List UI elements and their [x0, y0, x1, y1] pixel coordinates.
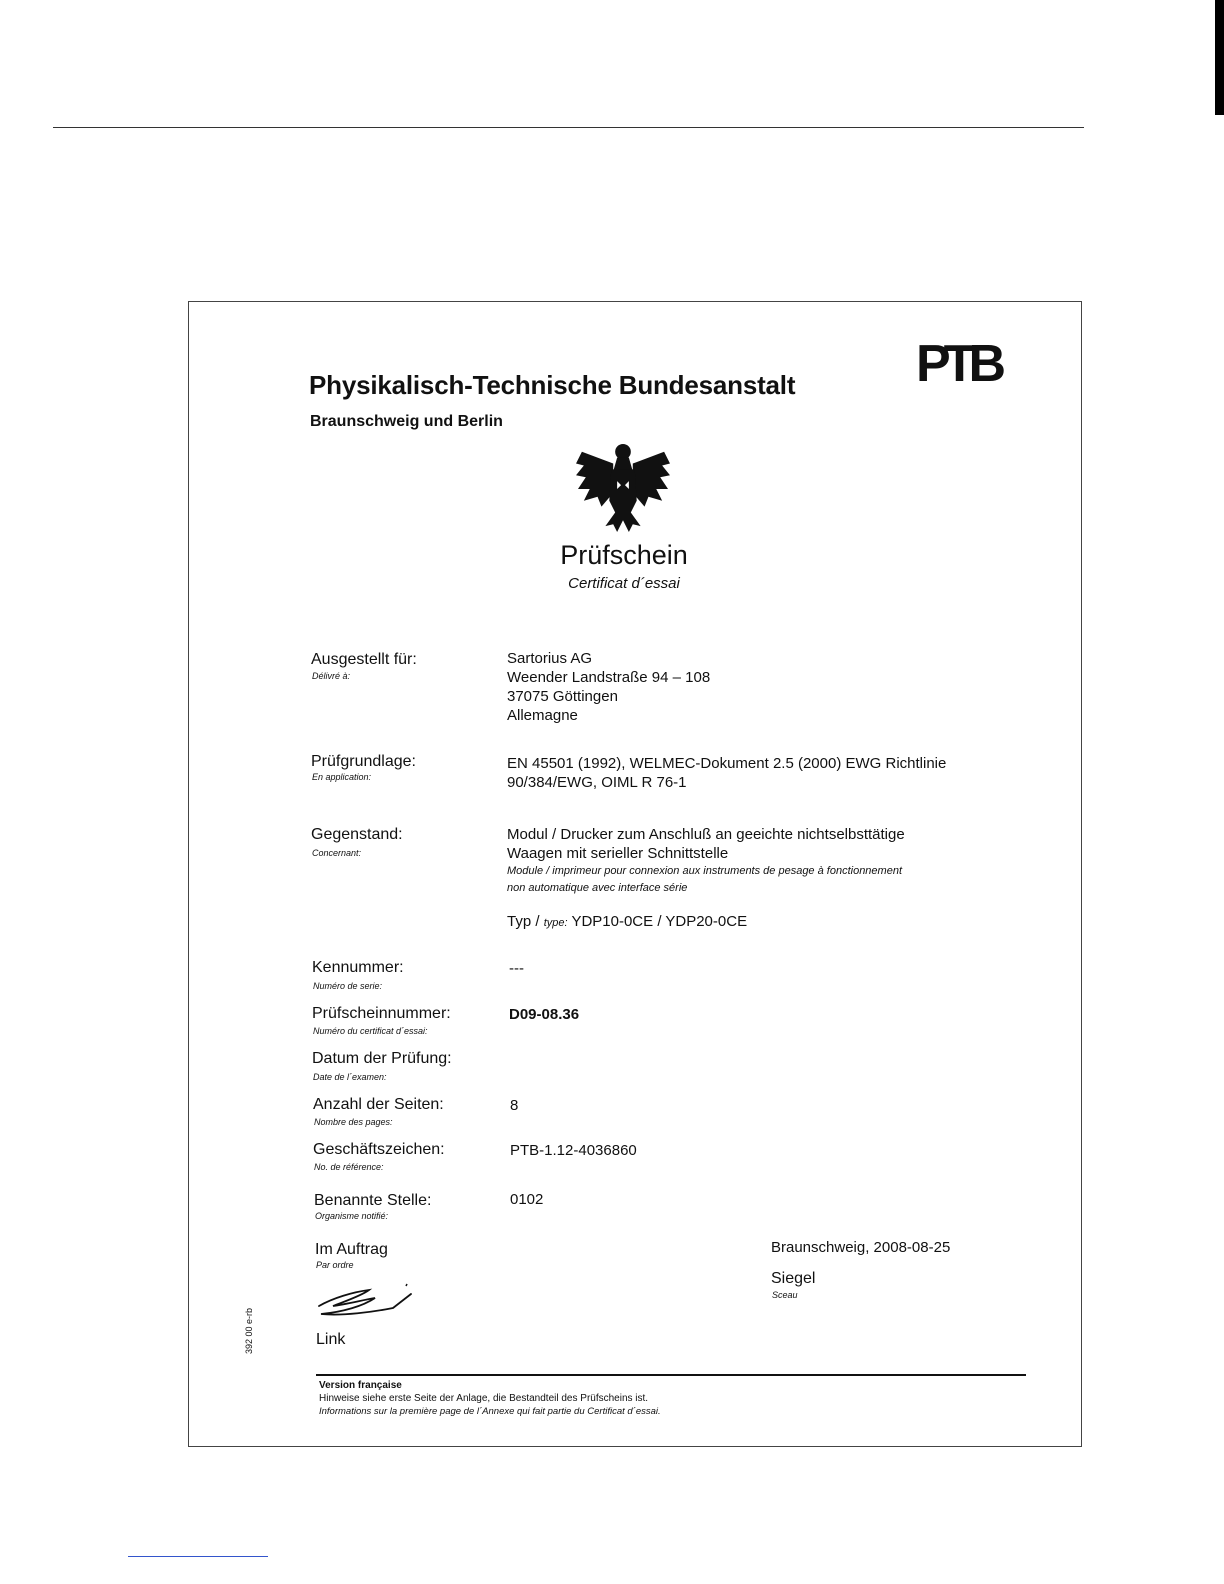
- edge-bar: [1215, 0, 1224, 115]
- certificate-title: Prüfschein: [560, 540, 688, 570]
- seal-label-fr: Sceau: [772, 1290, 798, 1300]
- type-prefix-fr: type:: [543, 917, 568, 929]
- basis-label-fr: En application:: [312, 772, 372, 782]
- type-prefix: Typ /: [507, 913, 544, 930]
- id-number-value: ---: [509, 960, 524, 977]
- reference-value: PTB-1.12-4036860: [510, 1142, 637, 1159]
- issued-for-line: Allemagne: [507, 707, 578, 724]
- pages-label: Anzahl der Seiten:: [313, 1096, 444, 1113]
- pages-label-fr: Nombre des pages:: [314, 1117, 393, 1127]
- subject-line: Modul / Drucker zum Anschluß an geeichte nichtselbsttätige: [507, 826, 905, 843]
- federal-eagle-icon: [574, 442, 672, 534]
- place-date: Braunschweig, 2008-08-25: [771, 1239, 951, 1256]
- by-order-label-fr: Par ordre: [316, 1260, 354, 1270]
- footer-note-de: Hinweise siehe erste Seite der Anlage, die Bestandteil des Prüfscheins ist.: [319, 1393, 649, 1404]
- reference-label-fr: No. de référence:: [314, 1162, 384, 1172]
- basis-label: Prüfgrundlage:: [311, 753, 416, 770]
- cert-number-label: Prüfscheinnummer:: [312, 1005, 451, 1022]
- id-number-label-fr: Numéro de serie:: [313, 981, 383, 991]
- side-code: 392 00 e-rb: [244, 1307, 254, 1354]
- footer-version: Version française: [319, 1380, 402, 1391]
- issued-for-line: 37075 Göttingen: [507, 688, 618, 705]
- notified-body-value: 0102: [510, 1191, 544, 1208]
- exam-date-label-fr: Date de l´examen:: [313, 1072, 387, 1082]
- seal-label: Siegel: [771, 1270, 816, 1287]
- cert-number-value: D09-08.36: [509, 1006, 580, 1023]
- pages-value: 8: [510, 1097, 519, 1114]
- subject-line: Waagen mit serieller Schnittstelle: [507, 845, 729, 862]
- footer-note-fr: Informations sur la première page de l´Annexe qui fait partie du Certificat d´essai.: [319, 1406, 661, 1417]
- subject-value-fr: [507, 863, 902, 897]
- issued-for-label: Ausgestellt für:: [311, 651, 417, 668]
- basis-line: 90/384/EWG, OIML R 76-1: [507, 774, 687, 791]
- subject-value: [507, 825, 905, 863]
- certificate-subtitle: Certificat d´essai: [568, 575, 680, 592]
- subject-label-fr: Concernant:: [312, 848, 362, 858]
- notified-body-label: Benannte Stelle:: [314, 1192, 432, 1209]
- id-number-label: Kennummer:: [312, 959, 404, 976]
- reference-label: Geschäftszeichen:: [313, 1141, 445, 1158]
- basis-line: EN 45501 (1992), WELMEC-Dokument 2.5 (2000) EWG Richtlinie: [507, 755, 947, 772]
- cert-number-label-fr: Numéro du certificat d´essai:: [313, 1026, 428, 1036]
- notified-body-label-fr: Organisme notifié:: [315, 1211, 389, 1221]
- type-value: YDP10-0CE / YDP20-0CE: [567, 913, 748, 930]
- basis-value: [507, 754, 946, 792]
- org-name: Physikalisch-Technische Bundesanstalt: [309, 370, 796, 400]
- subject-line-fr: Module / imprimeur pour connexion aux instruments de pesage à fonctionnement: [507, 865, 903, 877]
- issued-for-line: Weender Landstraße 94 – 108: [507, 669, 711, 686]
- issued-for-value: [507, 649, 710, 725]
- issued-for-label-fr: Délivré à:: [312, 671, 351, 681]
- ptb-logo: PTB: [916, 335, 999, 393]
- org-city: Braunschweig und Berlin: [310, 413, 503, 430]
- signer-name: Link: [316, 1331, 346, 1348]
- by-order-label: Im Auftrag: [315, 1241, 388, 1258]
- subject-label: Gegenstand:: [311, 826, 403, 843]
- issued-for-line: Sartorius AG: [507, 650, 593, 667]
- exam-date-label: Datum der Prüfung:: [312, 1050, 452, 1067]
- type-line: [507, 912, 747, 933]
- certificate-frame: [188, 301, 1082, 1447]
- bottom-link-underline[interactable]: [128, 1556, 268, 1557]
- subject-line-fr: non automatique avec interface série: [507, 882, 688, 894]
- top-rule: [53, 127, 1084, 128]
- signature-icon: [313, 1278, 423, 1328]
- footer-rule: [316, 1374, 1026, 1376]
